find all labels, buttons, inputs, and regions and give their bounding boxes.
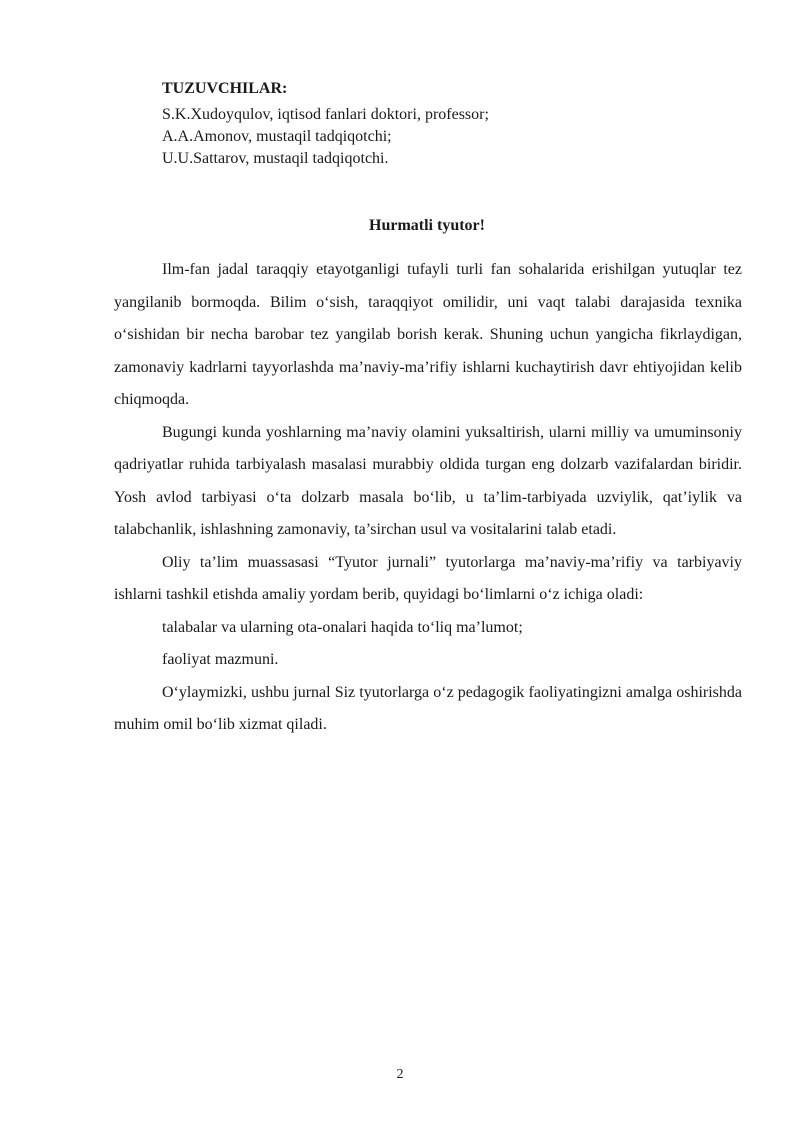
paragraph: Oliy ta’lim muassasasi “Tyutor jurnali” tyutorlarga ma’naviy-ma’rifiy va tarbiyaviy ishlarni tashkil etishda amaliy yordam berib, quyidagi bo‘limlarni o‘z ichiga oladi:	[114, 553, 742, 603]
page-number: 2	[396, 1067, 404, 1082]
author-line: S.K.Xudoyqulov, iqtisod fanlari doktori, professor;	[162, 106, 489, 123]
list-item: faoliyat mazmuni.	[162, 651, 279, 668]
greeting-heading: Hurmatli tyutor!	[369, 217, 485, 234]
compilers-heading: TUZUVCHILAR:	[162, 80, 288, 97]
closing-paragraph: O‘ylaymizki, ushbu jurnal Siz tyutorlarga o‘z pedagogik faoliyatingizni amalga oshirishda muhim omil bo‘lib xizmat qiladi.	[114, 683, 742, 733]
compilers-block	[162, 78, 722, 170]
body-text	[114, 254, 742, 742]
author-line: U.U.Sattarov, mustaqil tadqiqotchi.	[162, 150, 389, 167]
paragraph: Ilm-fan jadal taraqqiy etayotganligi tufayli turli fan sohalarida erishilgan yutuqlar tez yangilanib bormoqda. Bilim o‘sish, taraqqiyot omilidir, uni vaqt talabi darajasida texnika o‘sishidan bir necha barobar tez yangilab borish kerak. Shuning uchun yangicha fikrlaydigan, zamonaviy kadrlarni tayyorlashda ma’naviy-ma’rifiy ishlarni kuchaytirish davr ehtiyojidan kelib chiqmoqda.	[114, 261, 742, 408]
paragraph: Bugungi kunda yoshlarning ma’naviy olamini yuksaltirish, ularni milliy va umuminsoniy qadriyatlar ruhida tarbiyalash masalasi murabbiy oldida turgan eng dolzarb vazifalardan biridir. Yosh avlod tarbiyasi o‘ta dolzarb masala bo‘lib, u ta’lim-tarbiyada uzviylik, qat’iylik va talabchanlik, ishlashning zamonaviy, ta’sirchan usul va vositalarini talab etadi.	[114, 423, 742, 538]
author-line: A.A.Amonov, mustaqil tadqiqotchi;	[162, 128, 392, 145]
list-item: talabalar va ularning ota-onalari haqida to‘liq ma’lumot;	[162, 618, 523, 636]
